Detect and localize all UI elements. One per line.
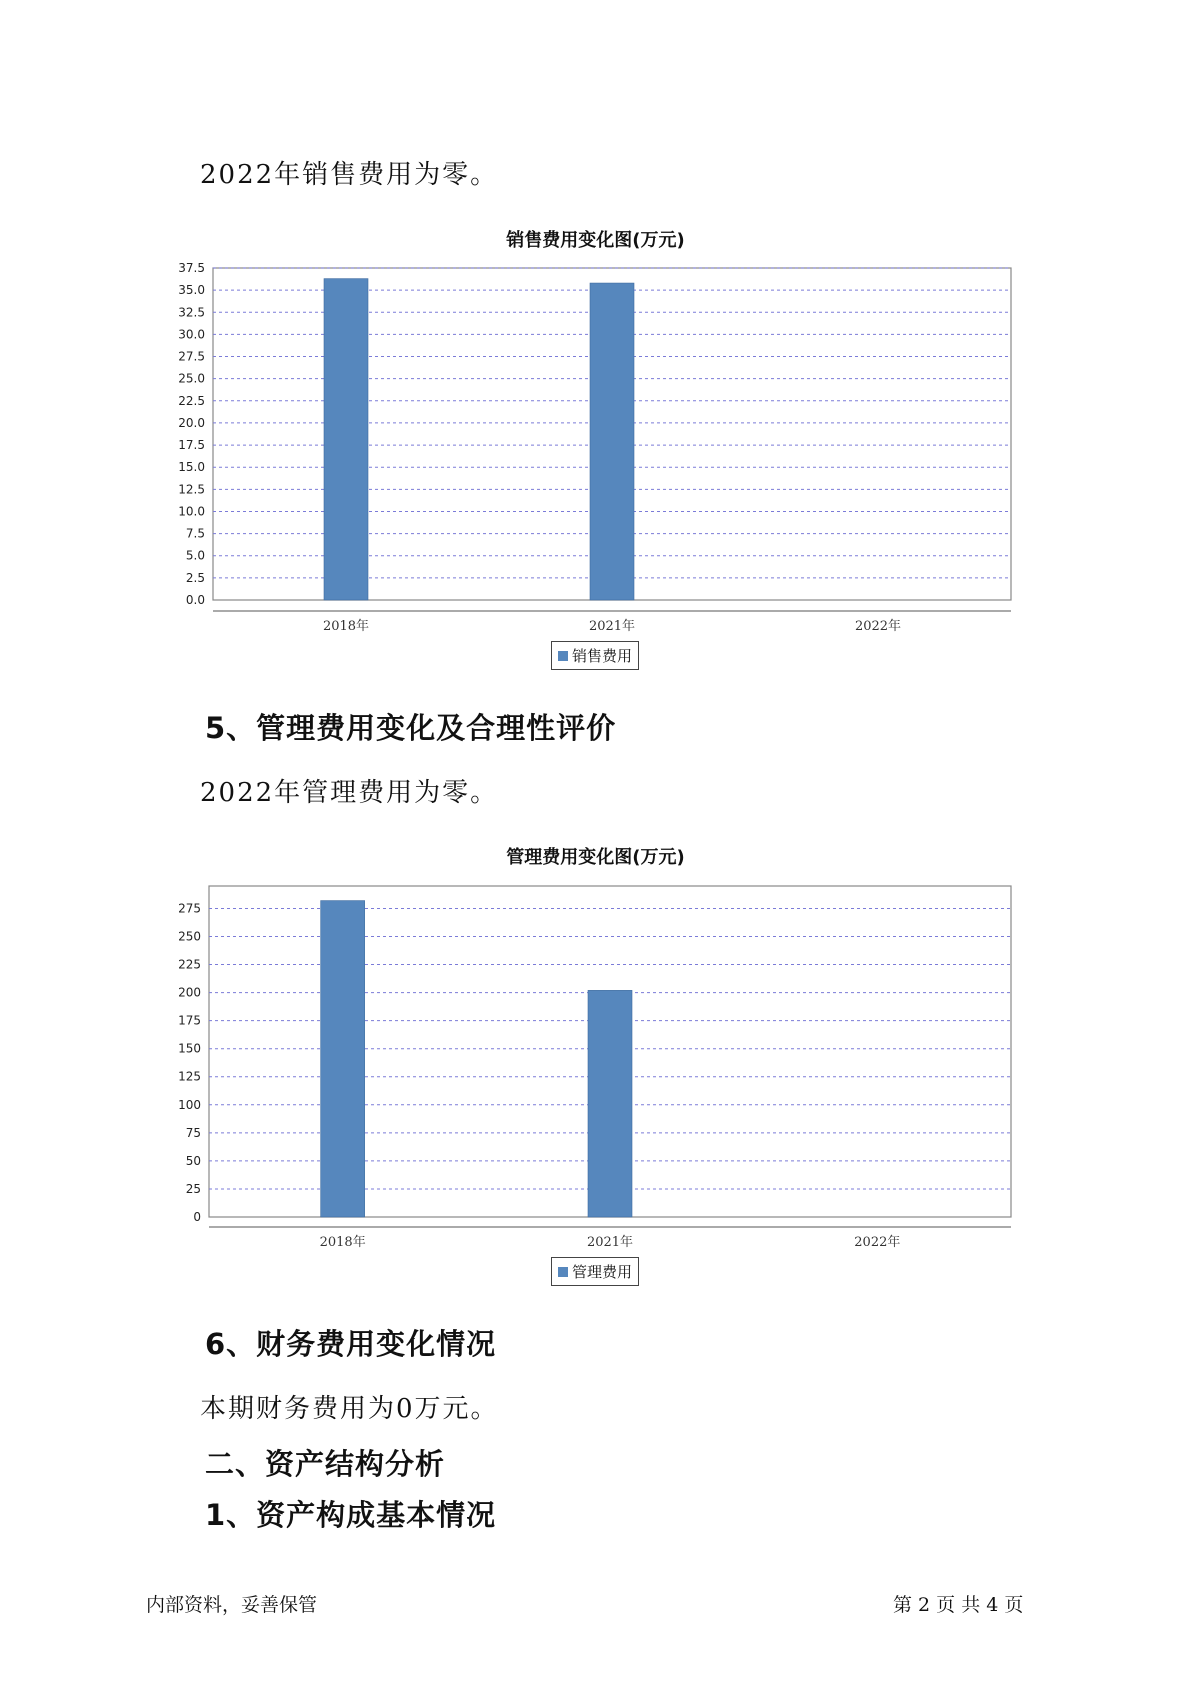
bar (588, 990, 632, 1217)
heading-asset-composition: 1、资产构成基本情况 (205, 1498, 497, 1532)
y-tick-label: 12.5 (178, 482, 205, 497)
y-tick-label: 35.0 (178, 283, 205, 298)
y-tick-label: 22.5 (178, 393, 205, 408)
x-tick-label: 2022年 (854, 1235, 901, 1250)
footer-confidential: 内部资料，妥善保管 (146, 1594, 318, 1616)
y-tick-label: 32.5 (178, 305, 205, 320)
y-tick-label: 37.5 (178, 261, 205, 275)
y-tick-label: 75 (185, 1125, 201, 1140)
y-tick-label: 125 (178, 1069, 201, 1084)
heading-admin-expense: 5、管理费用变化及合理性评价 (205, 711, 617, 745)
y-tick-label: 275 (178, 901, 201, 916)
legend-label-admin: 管理费用 (572, 1263, 633, 1281)
y-tick-label: 250 (178, 929, 201, 944)
y-tick-label: 150 (178, 1041, 201, 1056)
y-tick-label: 175 (178, 1013, 201, 1028)
y-tick-label: 5.0 (185, 548, 205, 563)
y-tick-label: 50 (185, 1153, 201, 1168)
heading-asset-structure: 二、资产结构分析 (205, 1447, 446, 1481)
x-tick-label: 2022年 (854, 619, 902, 634)
y-tick-label: 30.0 (178, 327, 205, 342)
x-tick-label: 2021年 (588, 619, 636, 634)
y-tick-label: 200 (178, 985, 201, 1000)
y-tick-label: 25.0 (178, 371, 205, 386)
heading-finance-expense: 6、财务费用变化情况 (205, 1327, 497, 1361)
y-tick-label: 27.5 (178, 349, 205, 364)
bar (321, 901, 365, 1217)
x-tick-label: 2018年 (322, 619, 370, 634)
y-tick-label: 0 (193, 1210, 201, 1224)
legend-label-sales: 销售费用 (572, 647, 633, 665)
y-tick-label: 20.0 (178, 415, 205, 430)
y-tick-label: 10.0 (178, 504, 205, 519)
y-tick-label: 100 (178, 1097, 201, 1112)
chart-title-sales: 销售费用变化图(万元) (506, 230, 685, 251)
y-tick-label: 225 (178, 957, 201, 972)
y-tick-label: 15.0 (178, 460, 205, 475)
x-tick-label: 2018年 (319, 1235, 366, 1250)
legend-admin (551, 1257, 639, 1286)
y-tick-label: 2.5 (185, 570, 205, 585)
chart-title-admin: 管理费用变化图(万元) (506, 847, 685, 868)
y-tick-label: 25 (185, 1181, 201, 1196)
paragraph-admin-expense: 2022年管理费用为零。 (200, 778, 499, 808)
y-tick-label: 7.5 (185, 526, 205, 541)
y-tick-label: 0.0 (185, 593, 205, 607)
paragraph-finance-expense: 本期财务费用为0万元。 (200, 1394, 499, 1424)
x-tick-label: 2021年 (586, 1235, 634, 1250)
y-tick-label: 17.5 (178, 438, 205, 453)
footer-page-number: 第 2 页 共 4 页 (893, 1594, 1024, 1616)
legend-swatch (558, 1267, 568, 1277)
paragraph-sales-expense: 2022年销售费用为零。 (200, 160, 499, 190)
